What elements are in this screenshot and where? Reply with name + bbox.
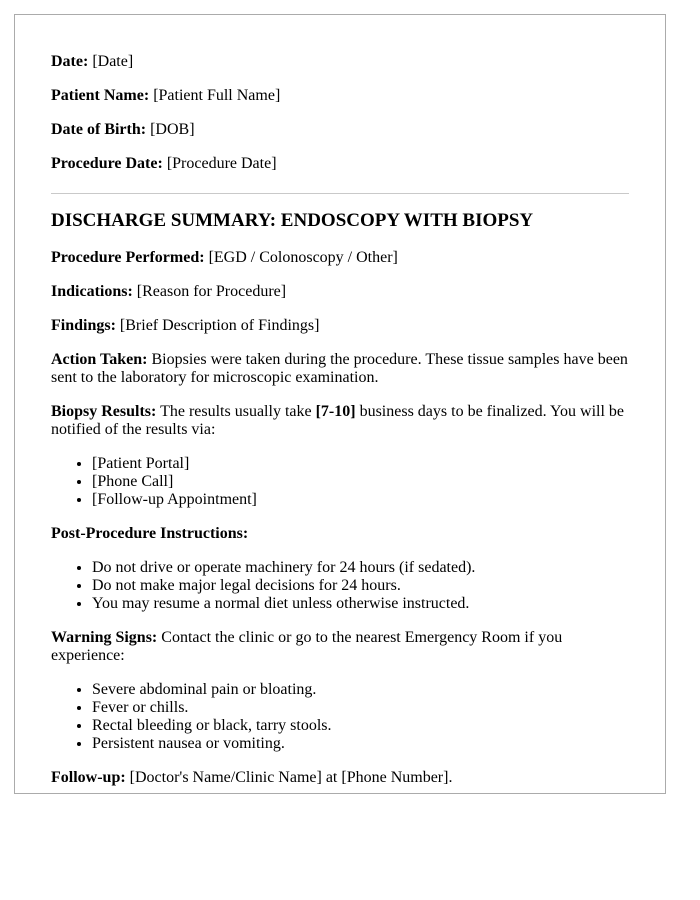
action-taken-label: Action Taken: <box>51 351 148 368</box>
notification-options-list <box>51 455 629 509</box>
biopsy-results-bold-range: [7-10] <box>315 403 356 420</box>
biopsy-results-paragraph <box>51 403 629 439</box>
follow-up-text: [Doctor's Name/Clinic Name] at [Phone Number]. <box>129 769 453 786</box>
dob-field <box>51 121 629 139</box>
procedure-date-value: [Procedure Date] <box>166 155 277 172</box>
list-item: • Do not make major legal decisions for 24 hours. <box>92 577 629 595</box>
warning-signs-label: Warning Signs: <box>51 629 158 646</box>
list-item: • Persistent nausea or vomiting. <box>92 735 629 753</box>
biopsy-results-text-before: The results usually take <box>160 403 312 420</box>
post-procedure-heading <box>51 525 629 543</box>
list-item: • Severe abdominal pain or bloating. <box>92 681 629 699</box>
dob-label: Date of Birth: <box>51 121 147 138</box>
findings-label: Findings: <box>51 317 116 334</box>
procedure-performed-label: Procedure Performed: <box>51 249 205 266</box>
procedure-performed-value: [EGD / Colonoscopy / Other] <box>208 249 398 266</box>
list-item: • [Follow-up Appointment] <box>92 491 629 509</box>
date-value: [Date] <box>92 53 134 70</box>
patient-name-value: [Patient Full Name] <box>153 87 281 104</box>
indications-value: [Reason for Procedure] <box>136 283 287 300</box>
document-title: DISCHARGE SUMMARY: ENDOSCOPY WITH BIOPSY <box>51 210 534 231</box>
warning-signs-paragraph <box>51 629 629 665</box>
list-item: • Rectal bleeding or black, tarry stools. <box>92 717 629 735</box>
biopsy-results-label: Biopsy Results: <box>51 403 157 420</box>
procedure-date-label: Procedure Date: <box>51 155 163 172</box>
section-divider <box>51 193 629 194</box>
findings-field <box>51 317 629 335</box>
biopsy-results-text-after: business days to be finalized. You will be notified of the results via: <box>51 403 624 438</box>
action-taken-paragraph <box>51 351 629 387</box>
warning-signs-list <box>51 681 629 753</box>
post-procedure-label: Post-Procedure Instructions: <box>51 525 249 542</box>
patient-name-field <box>51 87 629 105</box>
findings-value: [Brief Description of Findings] <box>119 317 320 334</box>
patient-name-label: Patient Name: <box>51 87 150 104</box>
date-label: Date: <box>51 53 89 70</box>
list-item: • Do not drive or operate machinery for 24 hours (if sedated). <box>92 559 629 577</box>
follow-up-paragraph <box>51 769 629 787</box>
indications-label: Indications: <box>51 283 133 300</box>
warning-signs-text: Contact the clinic or go to the nearest Emergency Room if you experience: <box>51 629 563 664</box>
post-procedure-list <box>51 559 629 613</box>
action-taken-text: Biopsies were taken during the procedure. These tissue samples have been sent to the laboratory for microscopic examination. <box>51 351 628 386</box>
follow-up-label: Follow-up: <box>51 769 126 786</box>
date-field <box>51 53 629 71</box>
procedure-performed-field <box>51 249 629 267</box>
dob-value: [DOB] <box>150 121 195 138</box>
document-page <box>14 14 666 794</box>
procedure-date-field <box>51 155 629 173</box>
list-item: • You may resume a normal diet unless otherwise instructed. <box>92 595 629 613</box>
list-item: • Fever or chills. <box>92 699 629 717</box>
indications-field <box>51 283 629 301</box>
list-item: • [Patient Portal] <box>92 455 629 473</box>
list-item: • [Phone Call] <box>92 473 629 491</box>
